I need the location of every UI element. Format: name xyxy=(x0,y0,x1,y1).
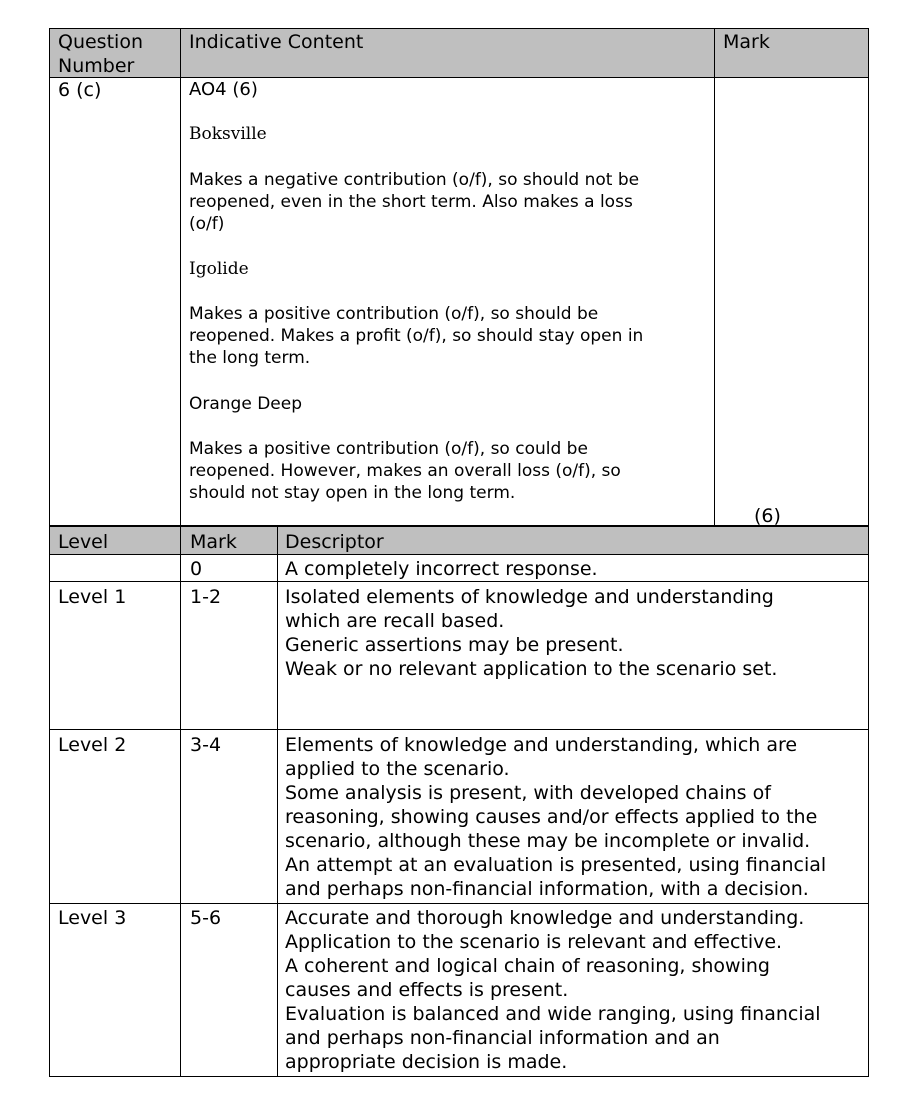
levels-table-header xyxy=(50,527,868,554)
header-level: Level xyxy=(58,531,109,553)
header-mark: Mark xyxy=(723,31,770,53)
section-text-boksville: Makes a negative contribution (o/f), so should not be reopened, even in the short term. Also makes a loss (o/f) xyxy=(189,170,640,234)
row-2-mark: 3-4 xyxy=(190,734,222,756)
question-col-divider-1 xyxy=(180,28,181,526)
levels-col-divider-2 xyxy=(277,526,278,1077)
row-3-level: Level 3 xyxy=(58,907,127,929)
section-text-orange-deep: Makes a positive contribution (o/f), so could be reopened. However, makes an overall loss (o/f), so should not stay open in the long term. xyxy=(189,439,621,503)
assessment-objective: AO4 (6) xyxy=(189,79,258,100)
question-number: 6 (c) xyxy=(58,79,102,101)
levels-row-divider-2 xyxy=(49,729,869,730)
header-indicative-content: Indicative Content xyxy=(189,31,364,53)
section-heading-orange-deep: Orange Deep xyxy=(189,394,303,414)
row-2-descriptor: Elements of knowledge and understanding, which are applied to the scenario. Some analysis is present, with developed chains of reasoning, showing causes and/or effects applied to the scenario, although these may be incomplete or invalid. An attempt at an evaluation is presented, using financial and perhaps non-financial information, with a decision. xyxy=(285,734,827,900)
levels-header-top xyxy=(49,526,869,527)
header-question-number: Question Number xyxy=(58,31,143,77)
row-0-mark: 0 xyxy=(190,558,203,580)
row-0-descriptor: A completely incorrect response. xyxy=(285,558,598,580)
levels-header-divider xyxy=(49,554,869,555)
row-1-level: Level 1 xyxy=(58,586,127,608)
row-1-mark: 1-2 xyxy=(190,586,222,608)
header-descriptor: Descriptor xyxy=(285,531,384,553)
levels-col-divider-1 xyxy=(180,526,181,1077)
levels-row-divider-1 xyxy=(49,581,869,582)
section-text-igolide: Makes a positive contribution (o/f), so should be reopened. Makes a profit (o/f), so should stay open in the long term. xyxy=(189,304,644,368)
section-heading-igolide: Igolide xyxy=(189,259,249,279)
row-2-level: Level 2 xyxy=(58,734,127,756)
question-col-divider-2 xyxy=(714,28,715,526)
question-header-divider xyxy=(49,77,869,78)
header-level-mark: Mark xyxy=(190,531,237,553)
section-heading-boksville: Boksville xyxy=(189,124,267,144)
row-3-mark: 5-6 xyxy=(190,907,222,929)
levels-row-divider-3 xyxy=(49,903,869,904)
row-1-descriptor: Isolated elements of knowledge and understanding which are recall based. Generic assertions may be present. Weak or no relevant application to the scenario set. xyxy=(285,586,778,680)
total-mark: (6) xyxy=(754,505,781,527)
row-3-descriptor: Accurate and thorough knowledge and understanding. Application to the scenario is relevant and effective. A coherent and logical chain of reasoning, showing causes and effects is present. Evaluation is balanced and wide ranging, using financial and perhaps non-financial information and an appropriate decision is made. xyxy=(285,907,821,1073)
